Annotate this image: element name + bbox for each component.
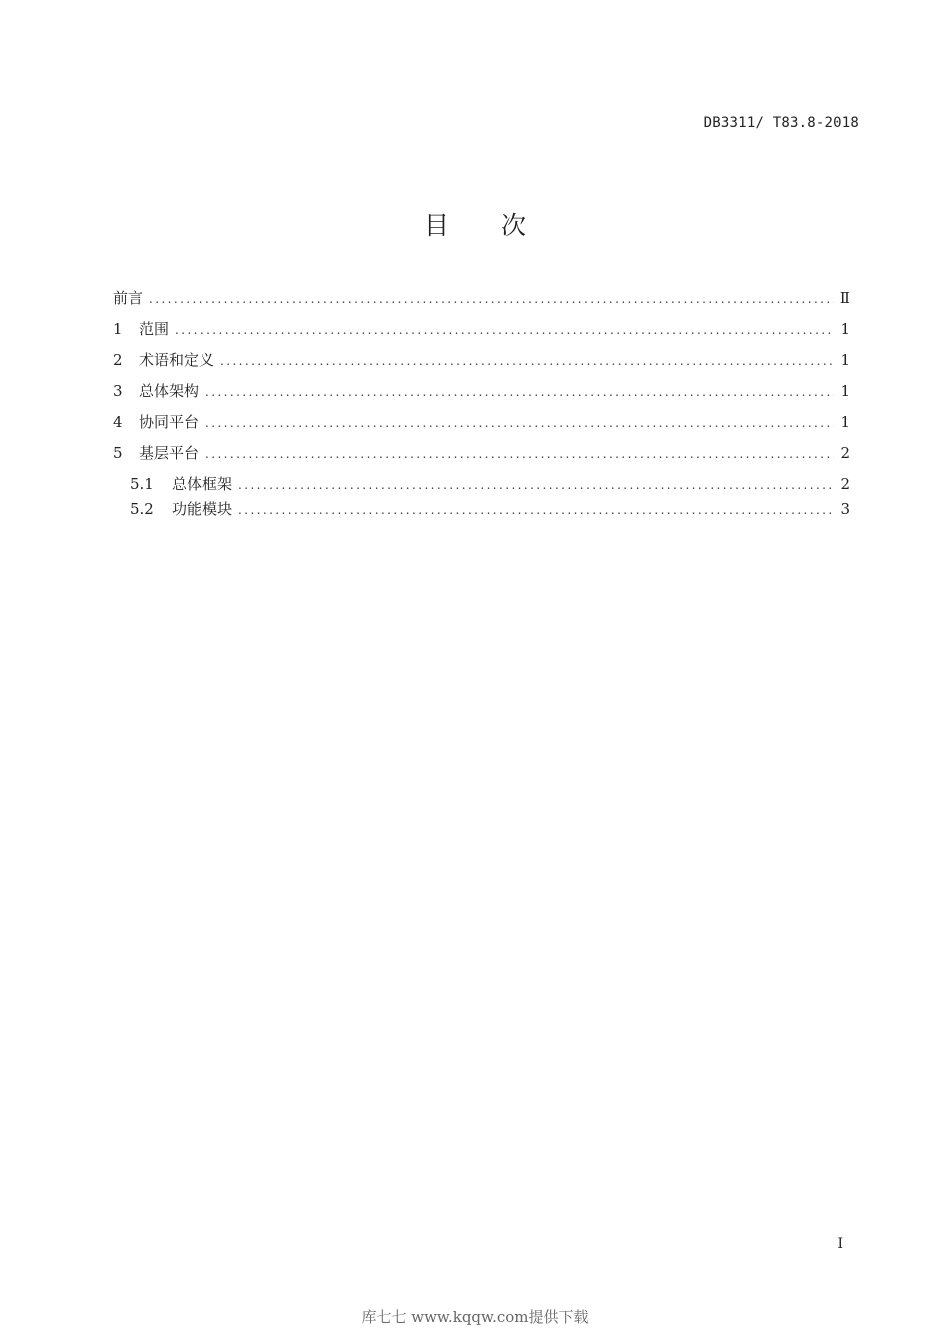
download-watermark: 库七七 www.kqqw.com提供下载: [361, 1308, 589, 1326]
toc-leader-dots: [238, 499, 834, 521]
toc-entry-label: 术语和定义: [139, 351, 215, 369]
document-code: DB3311/ T83.8-2018: [703, 115, 859, 131]
toc-entry-number: 2: [113, 351, 123, 369]
toc-entry-label: 总体架构: [139, 382, 200, 400]
toc-entry-number: 5.1: [130, 475, 154, 493]
toc-leader-dots: [149, 288, 834, 310]
toc-leader-dots: [205, 443, 834, 465]
toc-entry-5-2[interactable]: [113, 498, 850, 523]
toc-entry-5-1[interactable]: [113, 473, 850, 498]
toc-entry-page: 1: [840, 413, 850, 431]
toc-entry-page: 1: [840, 382, 850, 400]
toc-entry-number: 5: [113, 444, 123, 462]
toc-entry-number: 5.2: [130, 500, 154, 518]
toc-entry-label: 基层平台: [139, 444, 200, 462]
toc-entry-label: 协同平台: [139, 413, 200, 431]
toc-entry-foreword[interactable]: [113, 287, 850, 318]
toc-entry-page: 1: [840, 320, 850, 338]
toc-entry-page: 1: [840, 351, 850, 369]
toc-entry-page: 3: [840, 500, 850, 518]
toc-entry-number: 3: [113, 382, 123, 400]
toc-entry-page: Ⅱ: [839, 289, 850, 307]
toc-leader-dots: [238, 474, 834, 496]
toc-entry-page: 2: [840, 475, 850, 493]
table-of-contents: [113, 287, 850, 523]
page-number: I: [837, 1236, 843, 1252]
toc-entry-number: 4: [113, 413, 123, 431]
toc-leader-dots: [220, 350, 834, 372]
toc-entry-1[interactable]: [113, 318, 850, 349]
toc-entry-label: 总体框架: [172, 475, 233, 493]
toc-leader-dots: [205, 381, 834, 403]
toc-entry-page: 2: [840, 444, 850, 462]
toc-entry-label: 前言: [113, 289, 144, 307]
toc-entry-label: 范围: [139, 320, 170, 338]
toc-leader-dots: [175, 319, 834, 341]
toc-entry-3[interactable]: [113, 380, 850, 411]
toc-entry-5[interactable]: [113, 442, 850, 473]
toc-title: 目 次: [424, 211, 526, 240]
toc-entry-number: 1: [113, 320, 123, 338]
toc-leader-dots: [205, 412, 834, 434]
toc-entry-2[interactable]: [113, 349, 850, 380]
toc-entry-label: 功能模块: [172, 500, 233, 518]
toc-entry-4[interactable]: [113, 411, 850, 442]
